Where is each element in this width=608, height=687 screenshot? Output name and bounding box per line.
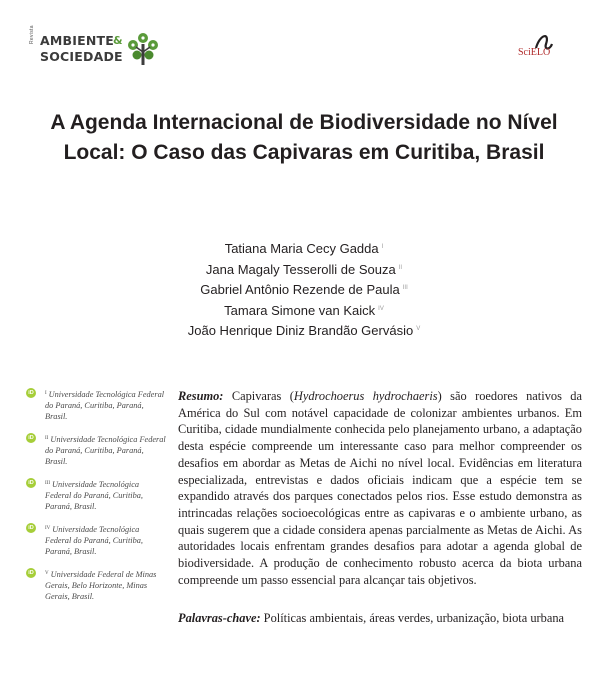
orcid-icon[interactable]: iD: [26, 478, 36, 488]
abstract-text: ) são roedores nativos da América do Sul com notável capacidade de colonizar ambientes urbanos. Em Curitiba, cidade mundialmente conhecida pelo planejamento urbano, a adaptação desta espécie compreende um interessante caso para melhor compreender os desafios em abordar as Metas de Aichi no nível local. Evidências em literatura especializada, entrevistas e dados oficiais indicam que a espécie tem se expandido através dos parques conectados pelos rios. Esse estudo demonstra as intrincadas relações socioecológicas entre as capivaras e o ambiente urbano, as quais sugerem que a cidade considera apenas parcialmente as Metas de Aichi. As autoridades locais enfrentam grandes desafios para adotar a agenda global de biodiversidade. A produção de conhecimento robusto acerca da biota urbana compreende um passo essencial para alcançar tais objetivos.: [178, 389, 582, 587]
affiliation-text: Universidade Tecnológica Federal do Paraná, Curitiba, Paraná, Brasil.: [45, 480, 143, 511]
author: [104, 259, 504, 280]
affiliation: [26, 523, 166, 557]
keywords-text: Políticas ambientais, áreas verdes, urbanização, biota urbana: [260, 611, 565, 625]
keywords: [178, 610, 582, 627]
keywords-label: Palavras-chave:: [178, 611, 261, 625]
article-title: A Agenda Internacional de Biodiversidade no Nível Local: O Caso das Capivaras em Curitiba, Brasil: [50, 111, 558, 164]
affiliation-mark: I: [45, 391, 47, 396]
affiliation: [26, 433, 166, 467]
affiliation-mark: V: [45, 571, 49, 576]
orcid-icon[interactable]: iD: [26, 388, 36, 398]
author-mark: III: [402, 285, 408, 291]
abstract-species: Hydrochoerus hydrochaeris: [293, 389, 438, 403]
author-list: [104, 238, 504, 341]
author-mark: I: [381, 244, 384, 250]
journal-ampersand: &: [113, 34, 123, 47]
author-mark: V: [416, 326, 421, 332]
affiliation-text: Universidade Federal de Minas Gerais, Belo Horizonte, Minas Gerais, Brasil.: [45, 570, 157, 601]
author: [104, 320, 504, 341]
abstract-label: Resumo:: [178, 389, 224, 403]
author: [104, 300, 504, 321]
author-name: Gabriel Antônio Rezende de Paula: [200, 282, 400, 297]
orcid-icon[interactable]: iD: [26, 568, 36, 578]
affiliation-mark: II: [45, 436, 49, 441]
affiliation-mark: III: [45, 481, 50, 486]
journal-name-line2: SOCIEDADE: [40, 49, 123, 64]
affiliation-text: Universidade Tecnológica Federal do Paraná, Curitiba, Paraná, Brasil.: [45, 435, 166, 466]
affiliation: [26, 478, 166, 512]
journal-tree-icon: [126, 32, 160, 66]
affiliation-mark: IV: [45, 526, 51, 531]
author: [104, 238, 504, 259]
orcid-icon[interactable]: iD: [26, 523, 36, 533]
affiliation-text: Universidade Tecnológica Federal do Paraná, Curitiba, Paraná, Brasil.: [45, 525, 143, 556]
scielo-label: SciELO: [518, 47, 551, 58]
journal-name-line1: AMBIENTE: [40, 33, 114, 48]
journal-prefix: Revista: [29, 25, 35, 44]
scielo-logo: [518, 30, 568, 64]
author-name: João Henrique Diniz Brandão Gervásio: [187, 323, 414, 338]
author-name: Tatiana Maria Cecy Gadda: [224, 241, 379, 256]
affiliation-text: Universidade Tecnológica Federal do Paraná, Curitiba, Paraná, Brasil.: [45, 390, 165, 421]
author-mark: IV: [378, 305, 384, 312]
journal-logo: [29, 25, 169, 70]
affiliation-list: [26, 388, 166, 613]
affiliation: [26, 388, 166, 422]
orcid-icon[interactable]: iD: [26, 433, 36, 443]
author: [104, 279, 504, 300]
author-name: Jana Magaly Tesserolli de Souza: [205, 261, 396, 277]
abstract-lead: Capivaras (: [223, 389, 294, 403]
author-name: Tamara Simone van Kaick: [224, 302, 376, 318]
author-mark: II: [398, 264, 403, 271]
affiliation: [26, 568, 166, 602]
abstract: [178, 388, 582, 588]
